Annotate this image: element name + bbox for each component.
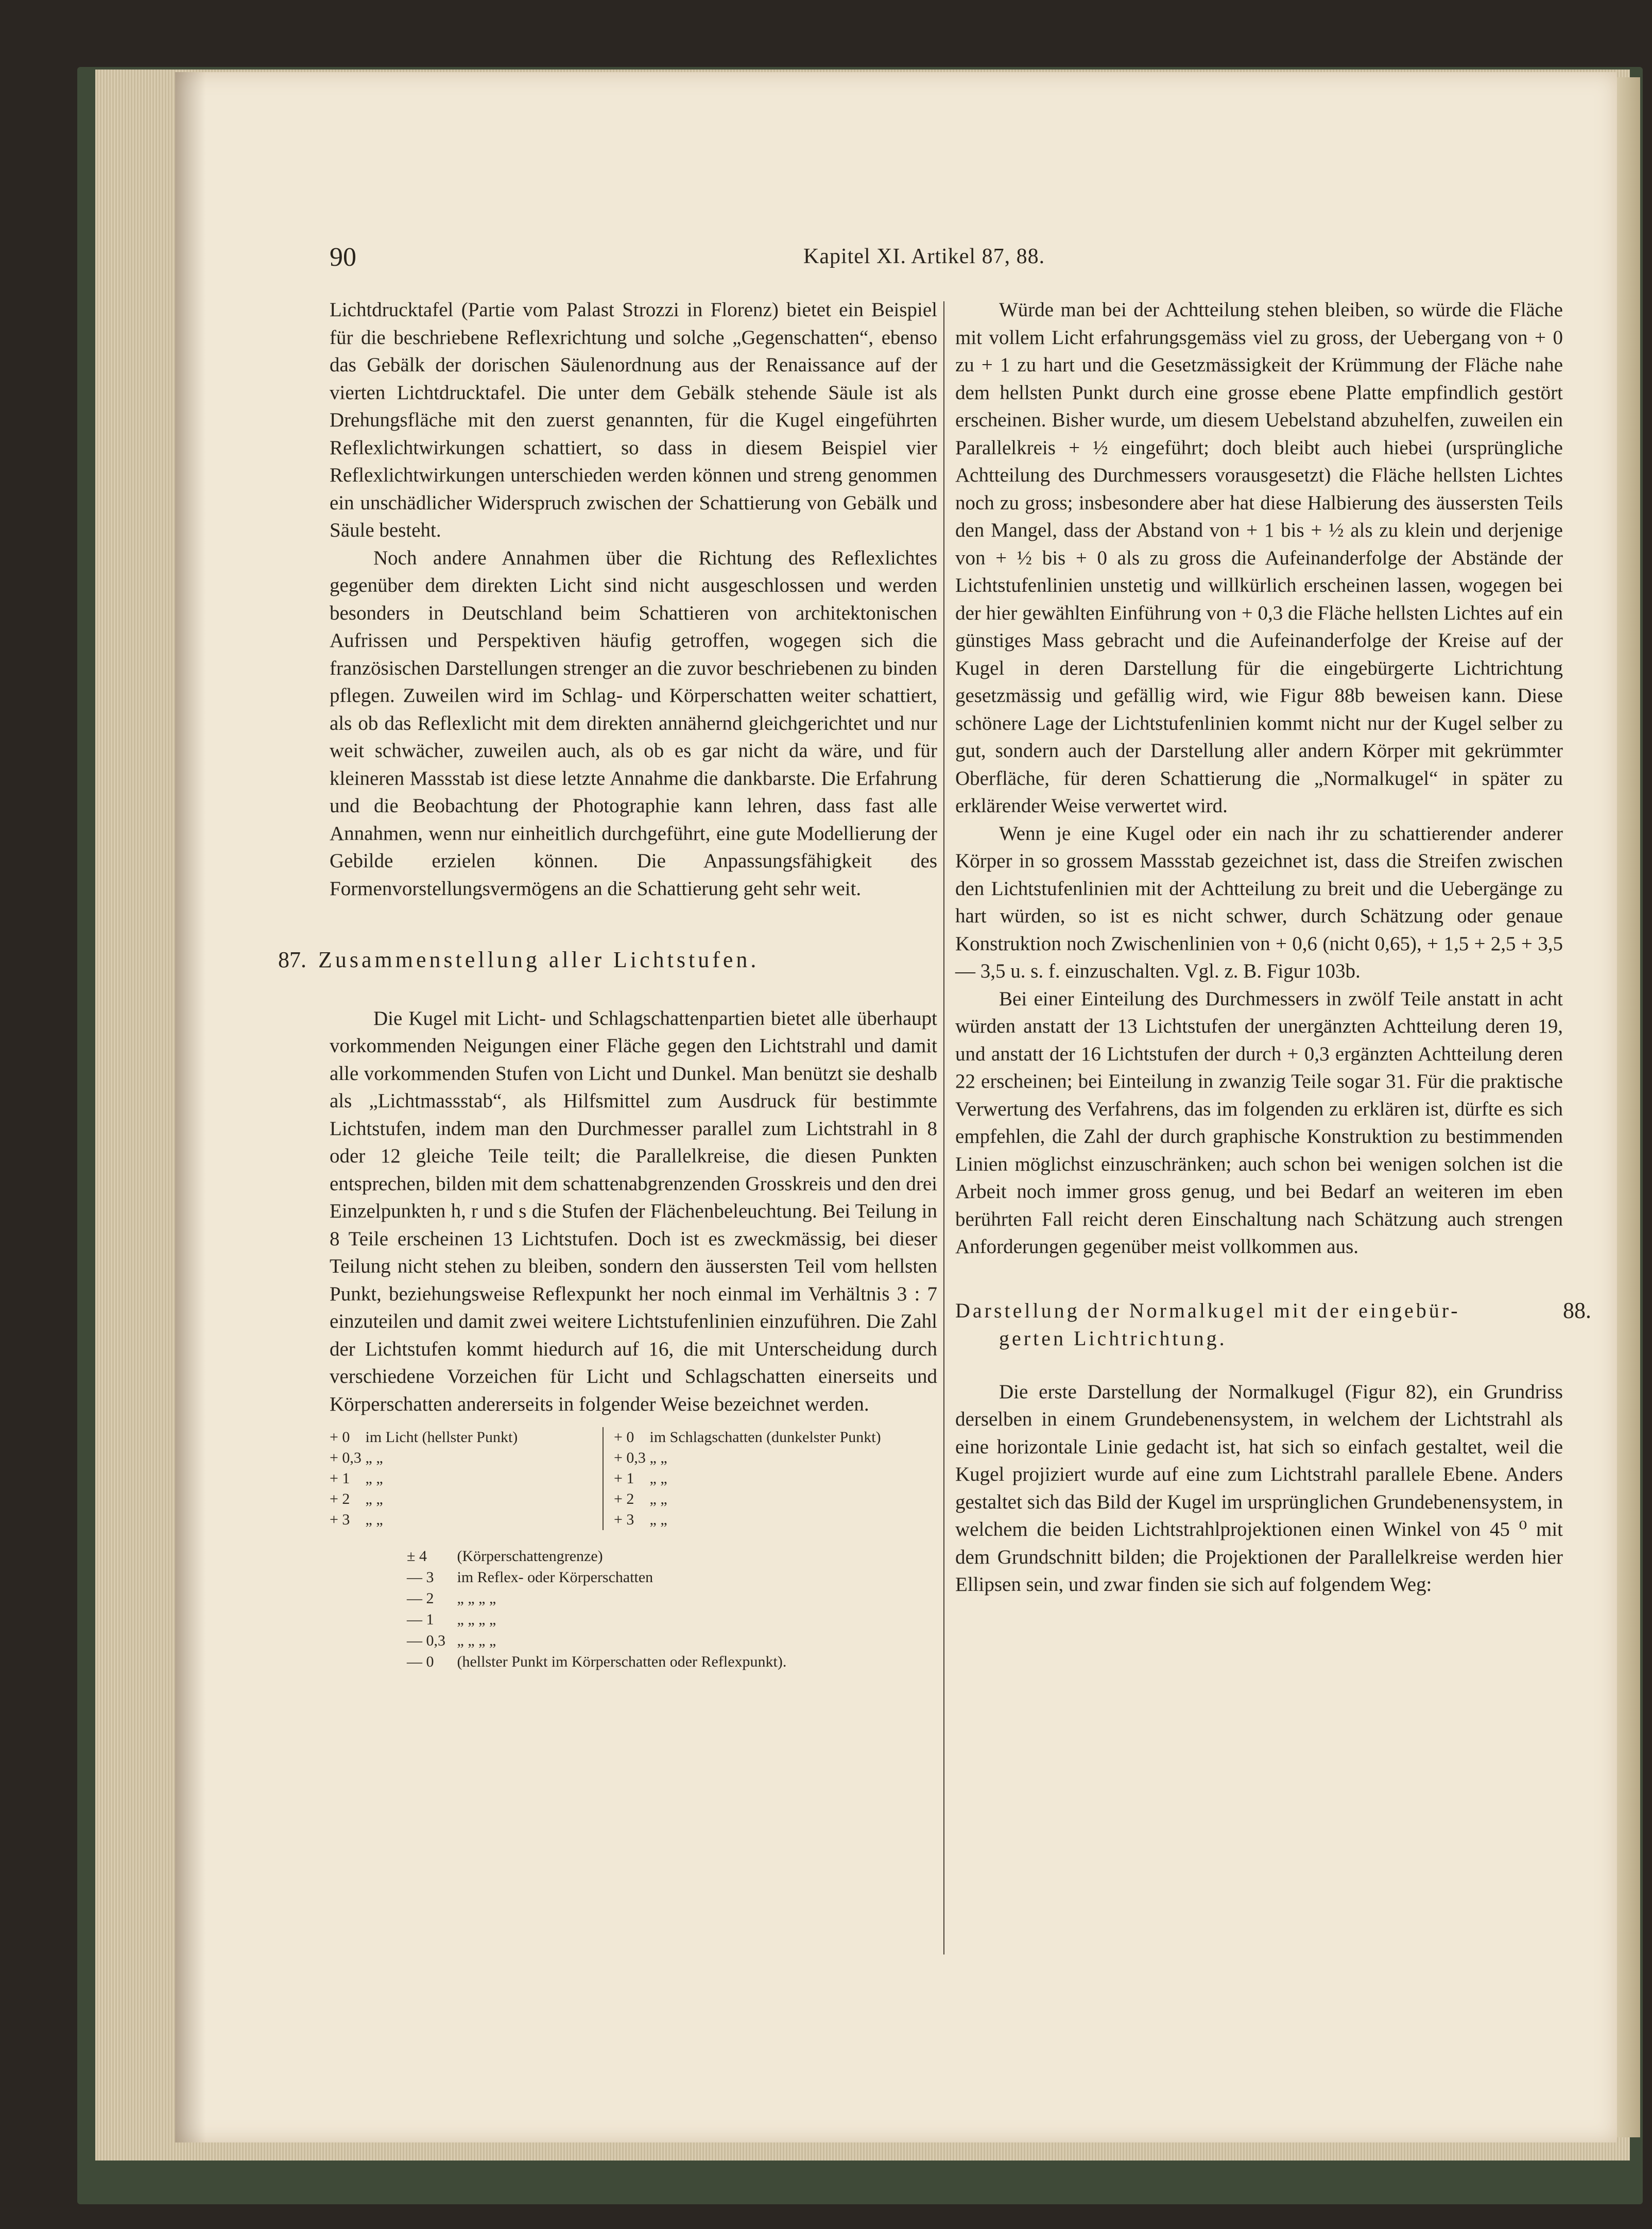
table-symbol: — 2	[407, 1590, 434, 1607]
table-row	[614, 1468, 949, 1489]
table-row	[330, 1489, 597, 1510]
paragraph: Würde man bei der Achtteilung stehen bleiben, so würde die Fläche mit vollem Licht erfahrungsgemäss viel zu gross, der Uebergang von + 0 zu + 1 zu hart und die Gesetzmässigkeit der Krümmung der Fläche nahe dem hellsten Punkt durch eine grosse ebene Platte empfindlich gestört erscheinen. Bisher wurde, um diesem Uebelstand abzuhelfen, zuweilen ein Parallelkreis + ½ eingeführt; doch bleibt auch hiebei (ursprüngliche Achtteilung des Durchmessers vorausgesetzt) die Fläche hellsten Lichtes noch zu gross; insbesondere aber hat diese Halbierung des äussersten Teils den Mangel, dass der Abstand von + 1 bis + ½ als zu klein und derjenige von + ½ bis + 0 als zu gross die Aufeinanderfolge der Abstände der Lichtstufenlinien unstetig und willkürlich erscheinen lassen, wogegen bei der hier gewählten Einführung von + 0,3 die Fläche hellsten Lichtes auf ein günstiges Mass gebracht und die Aufeinanderfolge der Kreise auf der Kugel in deren Darstellung für die eingebürgerte Lichtrichtung gesetzmässig und gefällig wird, wie Figur 88b beweisen kann. Diese schönere Lage der Lichtstufenlinien kommt nicht nur der Kugel selber zu gut, sondern auch der Darstellung aller andern Körper mit gekrümmter Oberfläche, für deren Schattierung die „Normalkugel“ in später zu erklärender Weise verwertet wird.	[955, 299, 1563, 817]
table-symbol: + 3	[614, 1511, 634, 1528]
table-text: „ „	[365, 1470, 383, 1487]
table-row	[407, 1630, 937, 1651]
left-column	[278, 296, 937, 1672]
table-text: „ „	[649, 1511, 667, 1528]
table-text: (Körperschattengrenze)	[457, 1548, 603, 1565]
table-symbol: — 1	[407, 1611, 434, 1628]
table-row	[614, 1489, 949, 1510]
paragraph: Die erste Darstellung der Normalkugel (Figur 82), ein Grundriss derselben in einem Grundebenensystem, in welchem der Lichtstrahl als eine horizontale Linie gedacht ist, hat sich so einfach gestaltet, weil die Kugel projiziert wurde auf eine zum Lichtstrahl parallele Ebene. Anders gestaltet sich das Bild der Kugel im ursprünglichen Grundebenensystem, in welchem die beiden Lichtstrahlprojektionen einen Winkel von 45 ⁰ mit dem Grundschnitt bilden; die Projektionen der Parallelkreise werden hier Ellipsen sein, und zwar finden sie sich auf folgendem Weg:	[955, 1380, 1563, 1596]
table-row	[407, 1609, 937, 1630]
table-row	[330, 1427, 597, 1448]
table-row	[407, 1546, 937, 1567]
table-symbol: + 0,3	[614, 1449, 646, 1466]
page-right-edge	[1617, 77, 1640, 2137]
table-symbol: + 0	[330, 1429, 350, 1446]
paragraph: Die Kugel mit Licht- und Schlagschattenpartien bietet alle überhaupt vorkommenden Neigungen einer Fläche gegen den Lichtstrahl und damit alle vorkommenden Stufen von Licht und Dunkel. Man benützt sie deshalb als „Lichtmassstab“, als Hilfsmittel zum Ausdruck für bestimmte Lichtstufen, indem man den Durchmesser parallel zum Lichtstrahl in 8 oder 12 gleiche Teile teilt; die Parallelkreise, die diesen Punkten entsprechen, bilden mit dem schattenabgrenzenden Grosskreis und den drei Einzelpunkten h, r und s die Stufen der Flächenbeleuchtung. Bei Teilung in 8 Teile erscheinen 13 Lichtstufen. Doch ist es zweckmässig, bei dieser Teilung nicht stehen zu bleiben, sondern den äussersten Teil vom hellsten Punkt, beziehungsweise Reflexpunkt her noch einmal im Verhältnis 3 : 7 einzuteilen und damit zwei weitere Lichtstufenlinien einzuführen. Die Zahl der Lichtstufen kommt hiedurch auf 16, die mit Unterscheidung durch verschiedene Vorzeichen für Licht und Schlagschatten einerseits und Körperschatten andererseits in folgender Weise bezeichnet werden.	[330, 1007, 937, 1415]
section-number: 87.	[278, 947, 306, 972]
margin-number: 88.	[1563, 1297, 1591, 1323]
table-text: „ „	[649, 1490, 667, 1507]
table-symbol: + 0	[614, 1429, 634, 1446]
page-header	[330, 242, 1545, 273]
table-text: im Reflex- oder Körperschatten	[457, 1569, 653, 1586]
sub-heading-line-1: Darstellung der Normalkugel mit der eingebür-	[955, 1298, 1460, 1322]
table-symbol: — 0	[407, 1653, 434, 1670]
table-row	[330, 1510, 597, 1530]
table-row	[614, 1510, 949, 1530]
table-symbol: + 2	[330, 1490, 350, 1507]
table-row	[614, 1427, 949, 1448]
table-row	[330, 1448, 597, 1468]
table-symbol: + 3	[330, 1511, 350, 1528]
sub-heading	[955, 1297, 1591, 1352]
table-text: „ „	[365, 1511, 383, 1528]
table-symbol: — 0,3	[407, 1632, 445, 1649]
table-row	[407, 1567, 937, 1588]
table-text: „ „ „ „	[457, 1590, 496, 1607]
table-text: „ „ „ „	[457, 1632, 496, 1649]
table-column-shadow	[603, 1427, 949, 1530]
table-symbol: ± 4	[407, 1548, 427, 1565]
paragraph: Lichtdrucktafel (Partie vom Palast Strozzi in Florenz) bietet ein Beispiel für die beschriebene Reflexrichtung und solche „Gegenschatten“, ebenso das Gebälk der dorischen Säulenordnung aus der Renaissance auf der vierten Lichtdrucktafel. Die unter dem Gebälk stehende Säule ist als Drehungsfläche mit den zuerst genannten, für die Kugel eingeführten Reflexlichtwirkungen schattiert, so dass in diesem Beispiel vier Reflexlichtwirkungen unterschieden werden können und streng genommen ein unschädlicher Widerspruch zwischen der Schattierung von Gebälk und Säule besteht.	[330, 299, 937, 541]
gutter-shadow	[175, 72, 206, 2142]
table-row	[407, 1651, 937, 1672]
column-divider	[943, 301, 944, 1954]
table-symbol: + 2	[614, 1490, 634, 1507]
table-lower	[407, 1546, 937, 1672]
table-text: (hellster Punkt im Körperschatten oder Reflexpunkt).	[457, 1653, 787, 1670]
running-head: Kapitel XI. Artikel 87, 88.	[803, 245, 1045, 268]
table-column-light	[330, 1427, 597, 1530]
table-row	[407, 1588, 937, 1609]
table-row	[614, 1448, 949, 1468]
table-text: im Schlagschatten (dunkelster Punkt)	[649, 1429, 881, 1446]
table-row	[330, 1468, 597, 1489]
section-heading	[278, 946, 937, 974]
right-column	[955, 296, 1591, 1599]
table-text: „ „ „ „	[457, 1611, 496, 1628]
table-text: „ „	[649, 1470, 667, 1487]
table-text: „ „	[365, 1449, 383, 1466]
table-symbol: — 3	[407, 1569, 434, 1586]
table-text: „ „	[649, 1449, 667, 1466]
table-symbol: + 0,3	[330, 1449, 362, 1466]
light-level-table	[330, 1427, 937, 1546]
sub-heading-line-2: gerten Lichtrichtung.	[999, 1326, 1227, 1350]
paragraph: Bei einer Einteilung des Durchmessers in zwölf Teile anstatt in acht würden anstatt der 13 Lichtstufen der unergänzten Achtteilung deren 19, und anstatt der 16 Lichtstufen der durch + 0,3 ergänzten Achtteilung deren 22 erscheinen; bei Einteilung in zwanzig Teile sogar 31. Für die praktische Verwertung des Verfahrens, das im folgenden zu erklären ist, dürfte es sich empfehlen, die Zahl der durch graphische Konstruktion zu bestimmenden Linien möglichst einzuschränken; auch schon bei wenigen solchen ist die Arbeit noch immer gross genug, und bei Bedarf an weiteren im eben berührten Fall reicht deren Einschaltung nach Schätzung auch strengen Anforderungen gegenüber meist vollkommen aus.	[955, 987, 1563, 1258]
section-title: Zusammenstellung aller Lichtstufen.	[318, 947, 760, 972]
table-text: „ „	[365, 1490, 383, 1507]
paragraph: Noch andere Annahmen über die Richtung des Reflexlichtes gegenüber dem direkten Licht sind nicht ausgeschlossen und werden besonders in Deutschland beim Schattieren von architektonischen Aufrissen und Perspektiven häufig getroffen, wogegen sich die französischen Darstellungen strenger an die zuvor beschriebenen zu binden pflegen. Zuweilen wird im Schlag- und Körperschatten weiter schattiert, als ob das Reflexlicht mit dem direkten annähernd gleichgerichtet und nur weit schwächer, zuweilen auch, als ob es gar nicht da wäre, und für kleineren Massstab ist diese letzte Annahme die dankbarste. Die Erfahrung und die Beobachtung der Photographie kann lehren, dass fast alle Annahmen, wenn nur einheitlich durchgeführt, eine gute Modellierung der Gebilde erzielen können. Die Anpassungsfähigkeit des Formenvorstellungsvermögens an die Schattierung geht sehr weit.	[330, 546, 937, 900]
page-number: 90	[330, 243, 356, 272]
table-symbol: + 1	[614, 1470, 634, 1487]
table-text: im Licht (hellster Punkt)	[365, 1429, 518, 1446]
paragraph: Wenn je eine Kugel oder ein nach ihr zu schattierender anderer Körper in so grossem Massstab gezeichnet ist, dass die Streifen zwischen den Lichtstufenlinien mit der Achtteilung zu breit und die Uebergänge zu hart würden, so ist es nicht schwer, durch Schätzung oder genaue Konstruktion noch Zwischenlinien von + 0,6 (nicht 0,65), + 1,5 + 2,5 + 3,5 — 3,5 u. s. f. einzuschalten. Vgl. z. B. Figur 103b.	[955, 822, 1563, 982]
table-symbol: + 1	[330, 1470, 350, 1487]
